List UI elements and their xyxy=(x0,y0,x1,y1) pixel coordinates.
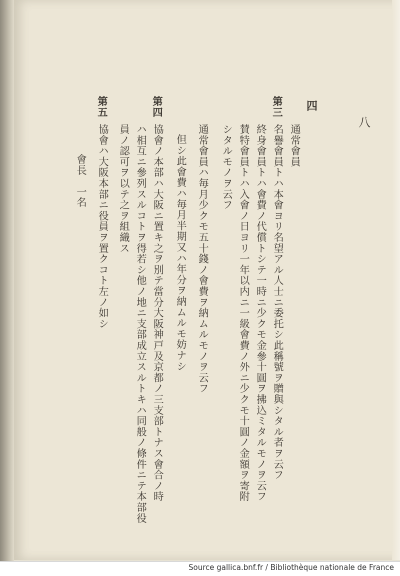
text-column: 會長 一名 xyxy=(74,154,86,208)
book-spine xyxy=(0,0,14,575)
text-column: 員ノ認可ヲ以テ之ヲ組織ス xyxy=(117,124,129,254)
article-number: 第三 xyxy=(270,96,283,118)
text-column: シタルモノヲ云フ xyxy=(220,124,232,211)
text-column: ハ相互ニ參列スルコトヲ得若シ他ノ地ニ支部成立スルトキハ同般ノ條件ニテ本部役 xyxy=(134,124,146,524)
source-footer xyxy=(0,561,400,576)
page-number: 八 xyxy=(357,116,371,128)
page-edge xyxy=(392,0,400,560)
text-column: 終身會員トハ會費ノ代償トシテ一時ニ少クモ金參十圓ヲ拂込ミタルモノヲ云フ xyxy=(254,124,266,502)
article-number: 第四 xyxy=(150,96,163,118)
text-column: 協會ハ大阪本部ニ役員ヲ置クコト左ノ如シ xyxy=(96,124,108,330)
text-column: 協會ノ本部ハ大阪ニ置キ之ヲ別テ當分大阪神戸及京都ノ三支部トナス會合ノ時 xyxy=(151,124,163,502)
article-number: 第五 xyxy=(95,96,108,118)
text-column: 通常會員ハ毎月少クモ五十錢ノ會費ヲ納ムルモノヲ云フ xyxy=(196,124,208,394)
text-column: 名譽會員トハ本會ヨリ名望アル人士ニ委托シ此稱號ヲ贈與シタル者ヲ云フ xyxy=(271,124,283,481)
text-column: 賛特會員トハ入會ノ日ヨリ一年以内ニ一級會費ノ外ニ少クモ十圓ノ金額ヲ寄附 xyxy=(237,124,249,502)
page-sheet xyxy=(14,0,400,560)
source-credit: Source gallica.bnf.fr / Bibliothèque nationale de France xyxy=(188,563,394,572)
text-column: 但シ此會費ハ毎月半期又ハ年分ヲ納ムルモ妨ナシ xyxy=(174,134,186,372)
section-heading: 四 xyxy=(305,100,318,121)
text-column: 通常會員 xyxy=(288,124,300,168)
